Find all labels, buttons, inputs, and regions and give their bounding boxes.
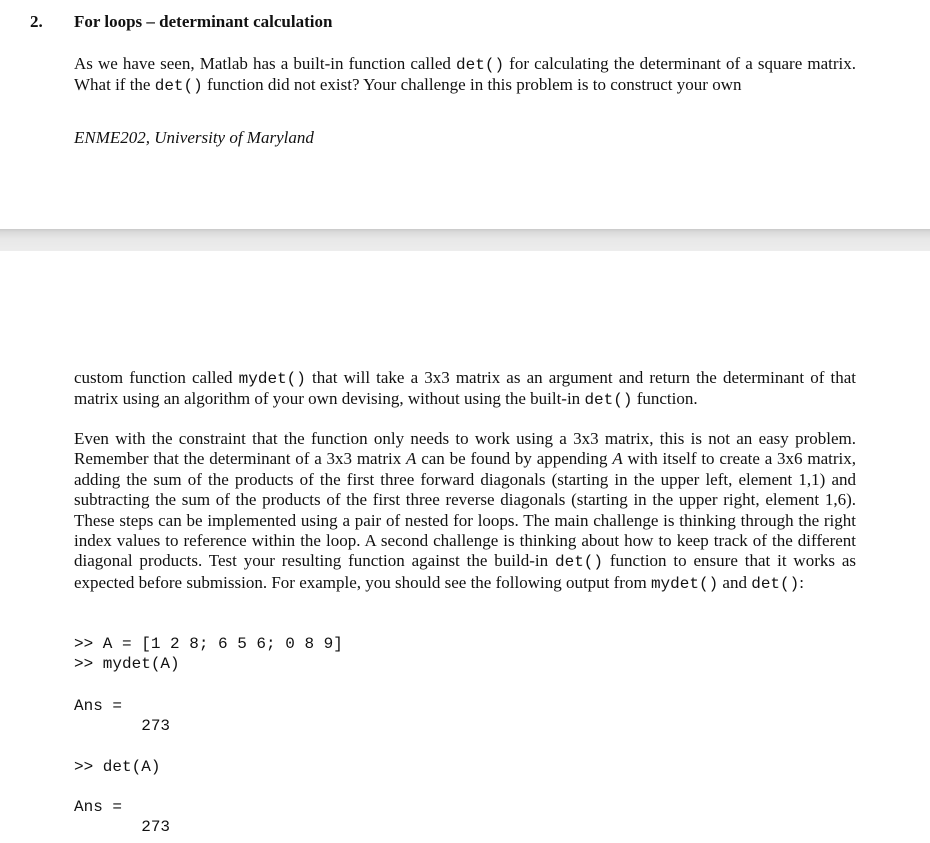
- intro-code-det-1: det(): [456, 56, 505, 74]
- problem-title: For loops – determinant calculation: [74, 12, 333, 31]
- body-code-det-1: det(): [555, 553, 604, 572]
- code-command-mydet: >> A = [1 2 8; 6 5 6; 0 8 9] >> mydet(A): [74, 635, 343, 673]
- continuation-paragraph: [74, 368, 856, 411]
- page-top: [0, 0, 930, 229]
- intro-text-3: function did not exist? Your challenge in this problem is to construct your own: [202, 75, 742, 95]
- body-text-2: can be found by appending: [416, 449, 613, 469]
- page-bottom: [0, 251, 930, 843]
- continuation-text-1: custom function called: [74, 368, 239, 387]
- intro-code-det-2: det(): [154, 77, 203, 96]
- code-output-mydet: Ans = 273: [74, 697, 171, 735]
- continuation-code-det: det(): [584, 391, 633, 410]
- intro-text-2: for calculating the determinant of a square matrix. What if the: [74, 54, 856, 95]
- code-output-det: Ans = 273: [74, 798, 171, 836]
- continuation-text-2: that will take a 3x3 matrix as an argument and return the determinant of that matrix using an algorithm of your own devising, without using the built-in: [74, 368, 856, 409]
- body-var-a-1: A: [406, 449, 417, 469]
- body-text-6: :: [799, 572, 804, 592]
- body-text-1: Even with the constraint that the function only needs to work using a 3x3 matrix, this is not an easy problem. Remember that the determinant of a 3x3 matrix: [74, 429, 856, 469]
- body-code-mydet: mydet(): [650, 574, 719, 593]
- continuation-code-mydet: mydet(): [238, 370, 306, 388]
- code-command-det: >> det(A): [74, 758, 161, 776]
- intro-text-1: As we have seen, Matlab has a built-in function called: [74, 54, 457, 73]
- body-text-5: and: [718, 572, 752, 592]
- intro-paragraph: [74, 54, 856, 97]
- page-footer-credit: ENME202, University of Maryland: [74, 128, 314, 147]
- body-code-det-2: det(): [751, 574, 800, 593]
- body-text-4: function to ensure that it works as expected before submission. For example, you should see the following output from: [74, 551, 856, 592]
- continuation-text-3: function.: [632, 389, 698, 409]
- body-paragraph: [74, 429, 856, 594]
- body-var-a-2: A: [612, 449, 623, 469]
- problem-number: 2.: [30, 12, 43, 31]
- page-separator: [0, 229, 930, 251]
- body-text-3: with itself to create a 3x6 matrix, adding the sum of the products of the first three forward diagonals (starting in the upper left, element 1,1) and subtracting the sum of the products of the first three reverse diagonals (starting in the upper right, element 1,6). These steps can be implemented using a pair of nested for loops. The main challenge is thinking through the right index values to reference within the loop. A second challenge is thinking about how to keep track of the different diagonal products. Test your resulting function against the build-in: [74, 449, 856, 571]
